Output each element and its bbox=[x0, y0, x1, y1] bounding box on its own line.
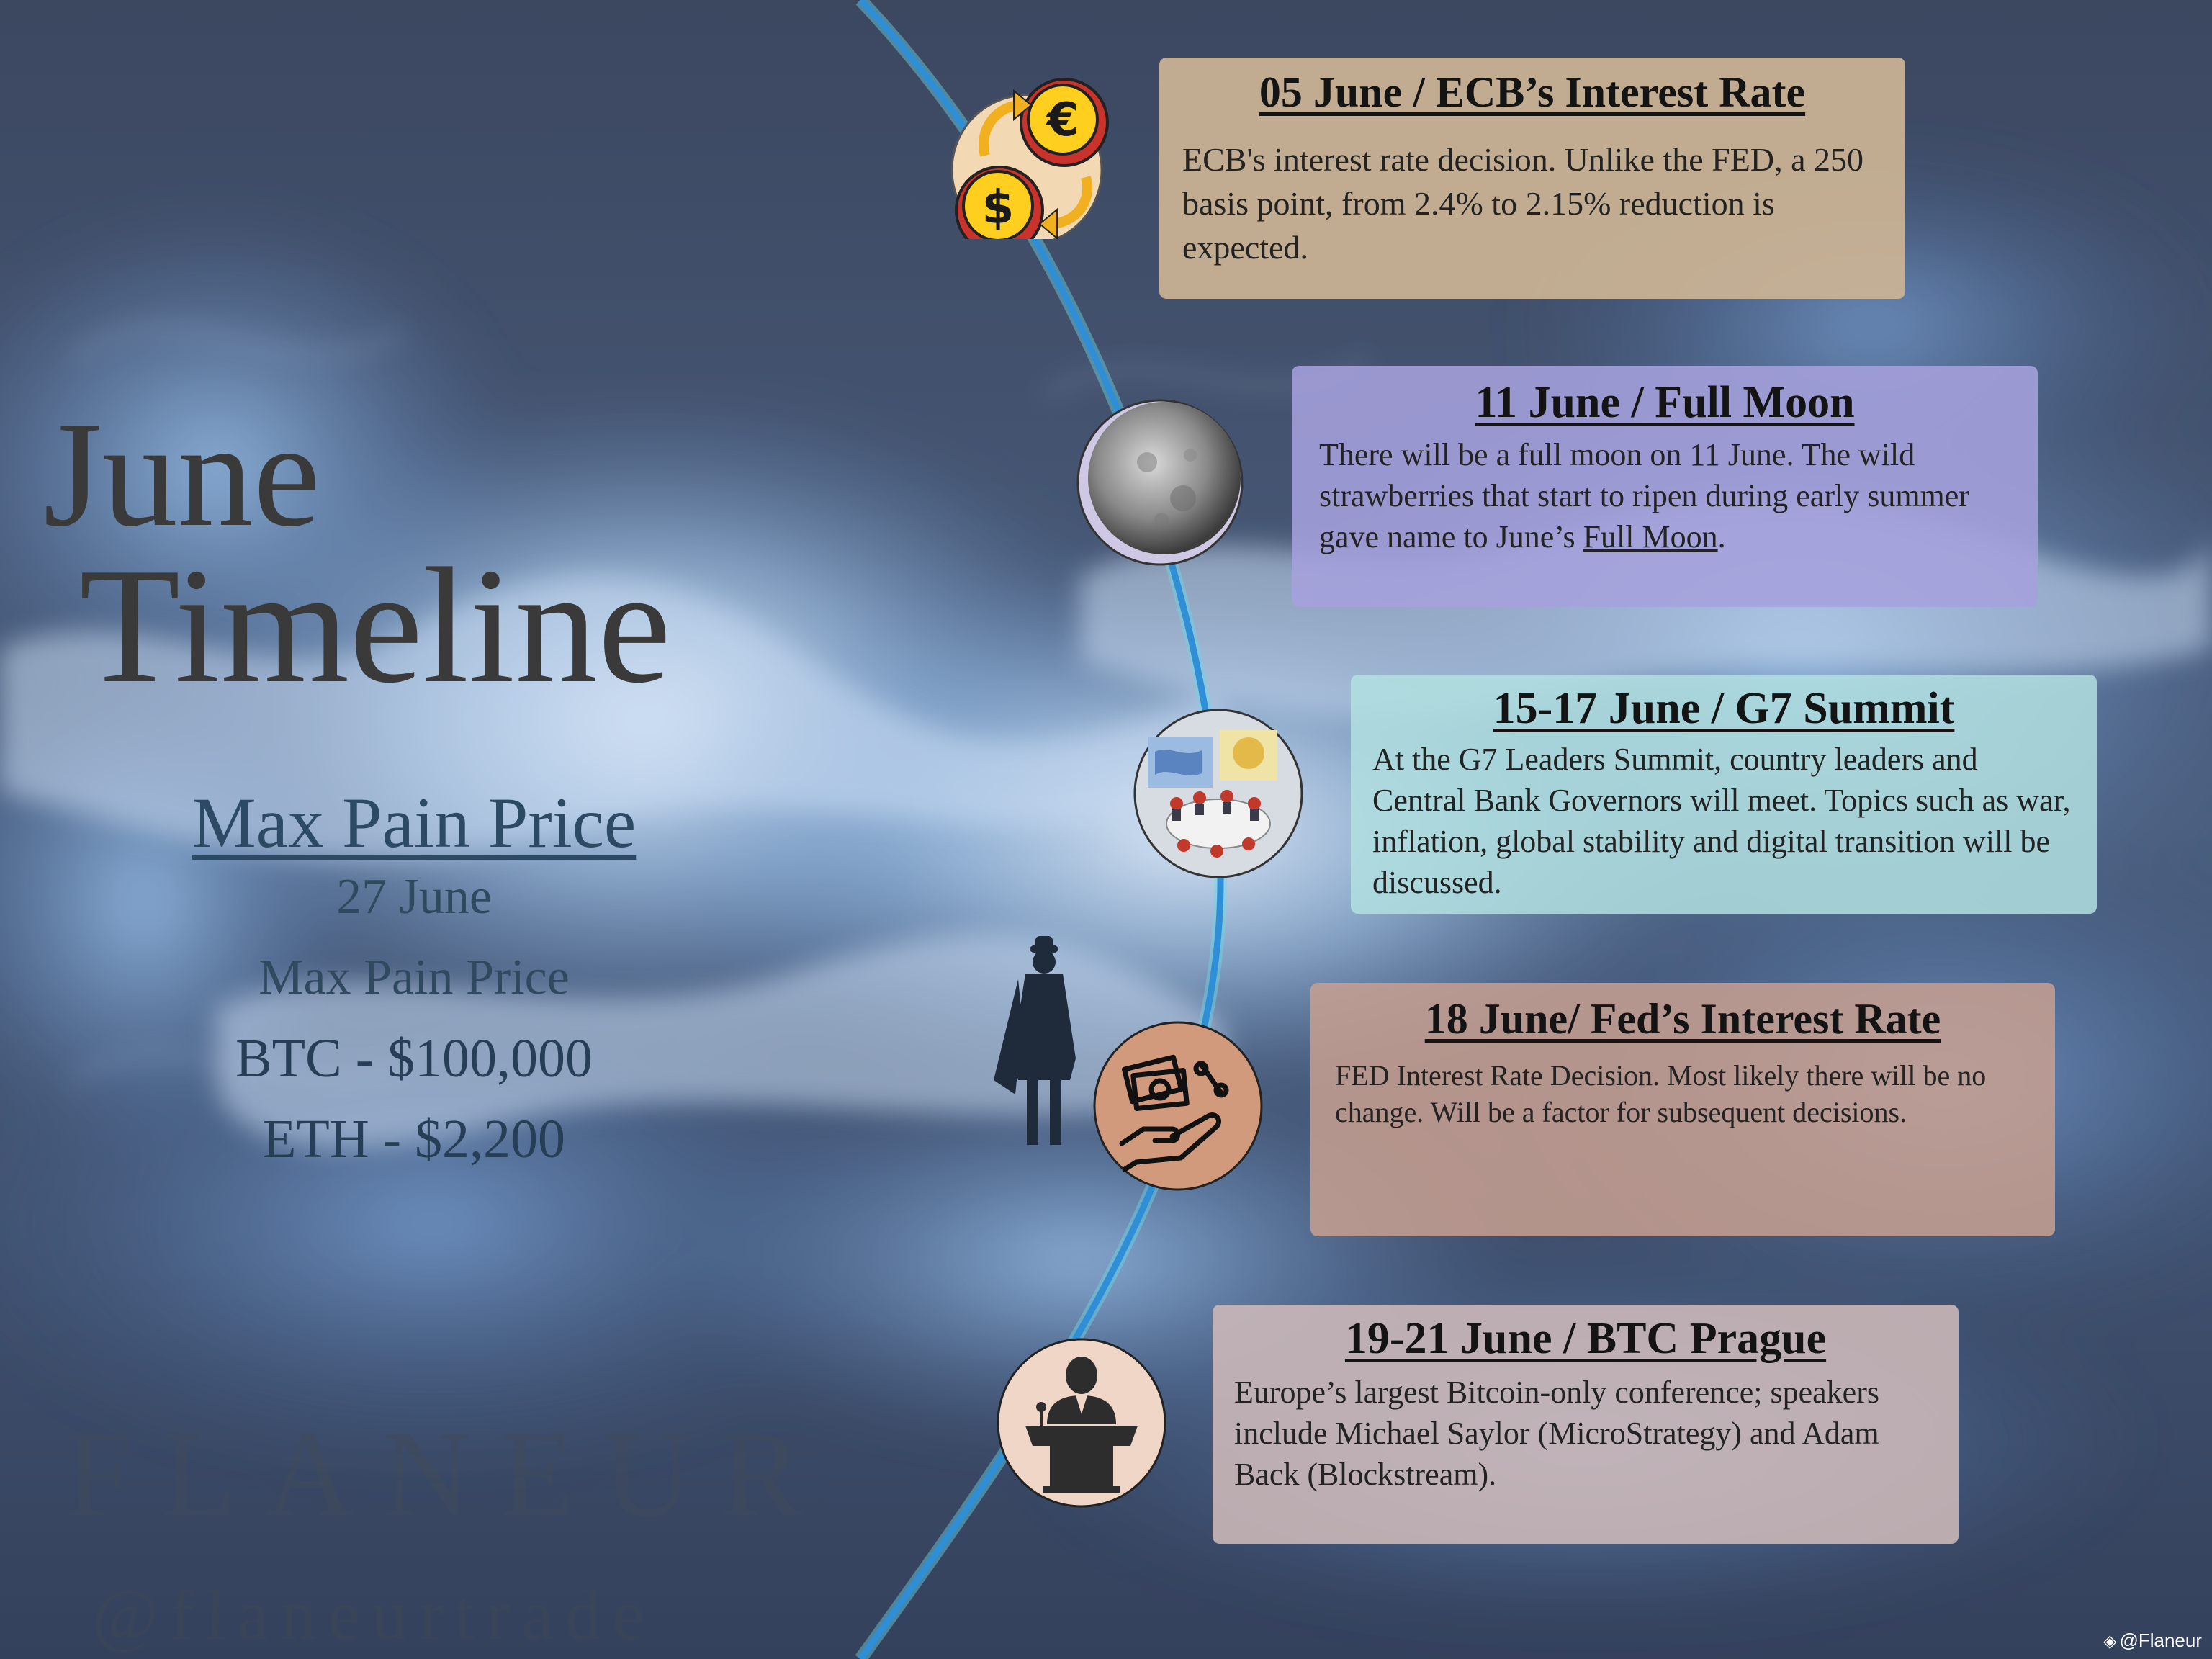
event-title: 18 June/ Fed’s Interest Rate bbox=[1424, 995, 1941, 1043]
currency-exchange-icon bbox=[942, 69, 1112, 239]
event-title: 19-21 June / BTC Prague bbox=[1344, 1314, 1827, 1363]
svg-text:$: $ bbox=[981, 181, 1015, 235]
event-body-text: There will be a full moon on 11 June. The wild strawberries that start to ripen during early summer gave name to June’s bbox=[1319, 437, 1969, 554]
event-title: 05 June / ECB’s Interest Rate bbox=[1259, 68, 1806, 116]
money-hand-icon bbox=[1093, 1021, 1263, 1191]
full-moon-link[interactable]: Full Moon bbox=[1583, 519, 1718, 554]
event-body-end: . bbox=[1717, 519, 1726, 554]
brand-handle: @flaneurtrade bbox=[92, 1575, 657, 1655]
event-body: ECB's interest rate decision. Unlike the FED, a 250 basis point, from 2.4% to 2.15% reduction is expected. bbox=[1182, 141, 1863, 266]
event-title: 11 June / Full Moon bbox=[1475, 378, 1855, 427]
svg-text:€: € bbox=[1046, 94, 1079, 147]
event-body: FED Interest Rate Decision. Most likely there will be no change. Will be a factor for subsequent decisions. bbox=[1335, 1059, 1987, 1128]
credit-text: @Flaneur bbox=[2119, 1629, 2202, 1651]
event-body bbox=[1313, 434, 2016, 557]
event-card-btc-prague bbox=[1213, 1305, 1959, 1544]
title-line-june: June bbox=[43, 391, 320, 558]
meeting-icon bbox=[1133, 709, 1303, 878]
moon-icon bbox=[1075, 397, 1245, 567]
brand-watermark: FLANEUR bbox=[65, 1406, 831, 1542]
event-card-full-moon bbox=[1292, 366, 2038, 607]
max-pain-heading: Max Pain Price bbox=[192, 783, 637, 863]
max-pain-label: Max Pain Price bbox=[258, 950, 570, 1005]
event-body: Europe’s largest Bitcoin-only conference; speakers include Michael Saylor (MicroStrategy) and Adam Back (Blockstream). bbox=[1234, 1375, 1879, 1492]
max-pain-panel bbox=[101, 781, 727, 1179]
event-body: At the G7 Leaders Summit, country leaders and Central Bank Governors will meet. Topics such as war, inflation, global stability and digital transition will be discussed. bbox=[1372, 742, 2071, 900]
event-card-g7 bbox=[1351, 675, 2097, 914]
event-title: 15-17 June / G7 Summit bbox=[1493, 684, 1955, 733]
page-title bbox=[43, 391, 672, 717]
binance-logo-icon: ◈ bbox=[2103, 1632, 2117, 1651]
event-card-ecb bbox=[1159, 58, 1905, 299]
event-card-fed bbox=[1310, 983, 2055, 1236]
title-line-timeline: Timeline bbox=[79, 533, 672, 717]
credit-label bbox=[2103, 1629, 2202, 1652]
speaker-podium-icon bbox=[997, 1338, 1166, 1508]
max-pain-btc: BTC - $100,000 bbox=[235, 1028, 593, 1089]
max-pain-eth: ETH - $2,200 bbox=[262, 1109, 566, 1169]
max-pain-date: 27 June bbox=[336, 869, 492, 925]
